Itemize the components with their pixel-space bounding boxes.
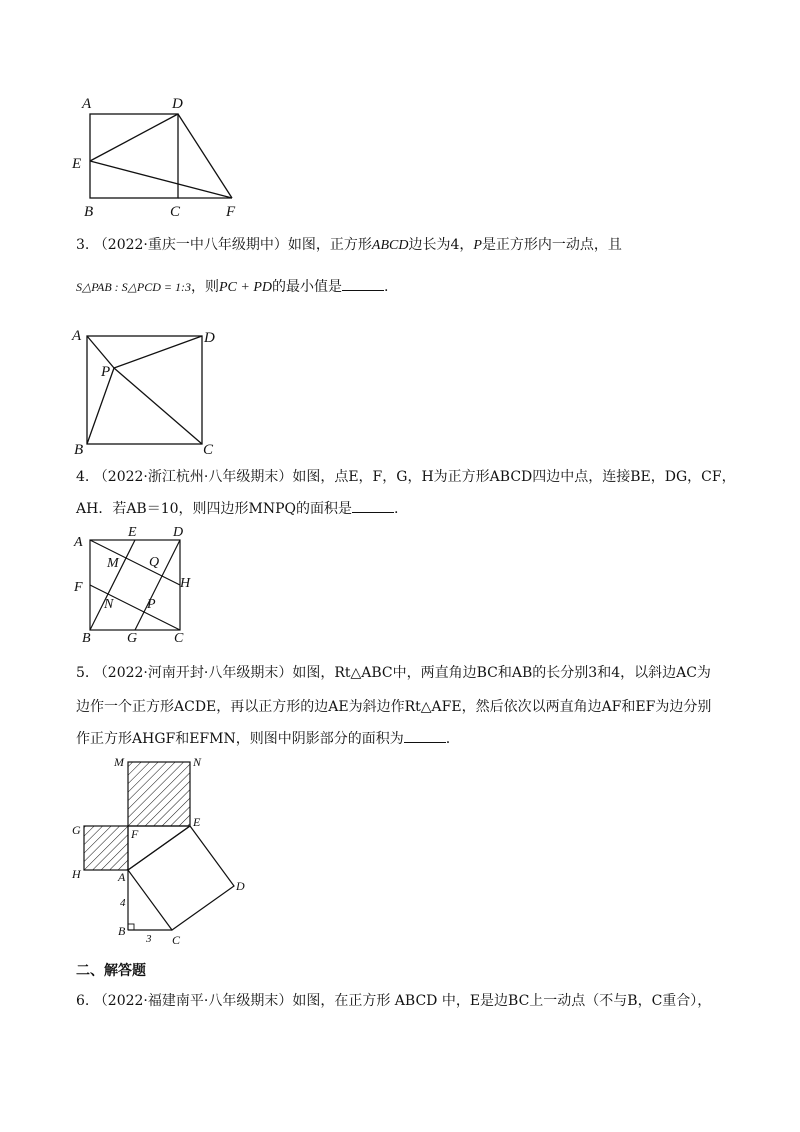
q3-line1 bbox=[76, 234, 622, 257]
label-e4: E bbox=[193, 815, 201, 829]
label-d: D bbox=[172, 96, 183, 112]
label-d4: D bbox=[236, 879, 245, 893]
label-n4: N bbox=[193, 755, 202, 769]
q3-ask: 的最小值是 bbox=[272, 279, 342, 295]
square-abcd-2 bbox=[87, 336, 202, 444]
q5-answer-blank bbox=[404, 728, 446, 743]
label-d2: D bbox=[204, 330, 215, 346]
label-c: C bbox=[170, 204, 181, 220]
q4-line2 bbox=[76, 498, 398, 520]
label-a4: A bbox=[118, 870, 126, 884]
label-length-3: 3 bbox=[146, 933, 152, 945]
q5-period: . bbox=[445, 731, 451, 747]
label-n3: N bbox=[104, 597, 114, 612]
label-d3: D bbox=[173, 525, 184, 540]
q4-period: . bbox=[394, 501, 399, 517]
label-m3: M bbox=[107, 556, 119, 571]
section-heading-answer-questions: 二、解答题 bbox=[76, 963, 146, 979]
label-p3: P bbox=[147, 597, 156, 612]
label-f3: F bbox=[74, 580, 83, 595]
q3-point-p: P bbox=[473, 238, 482, 253]
label-a2: A bbox=[72, 328, 82, 344]
q4-text: AH．若AB＝10，则四边形MNPQ的面积是 bbox=[76, 501, 353, 517]
label-a3: A bbox=[74, 535, 83, 550]
figure-1-square-abcd bbox=[70, 92, 250, 222]
segment-ef bbox=[90, 161, 232, 198]
q5-line2: 边作一个正方形ACDE，再以正方形的边AE为斜边作Rt△AFE，然后依次以两直角边AF和EF为边分别 bbox=[76, 699, 712, 715]
label-b4: B bbox=[118, 924, 126, 938]
q5-text: 作正方形AHGF和EFMN，则图中阴影部分的面积为 bbox=[76, 731, 404, 747]
label-f: F bbox=[226, 204, 236, 220]
label-m4: M bbox=[114, 755, 124, 769]
figure-4-pythagorean-squares bbox=[66, 752, 256, 952]
q3-then: ，则 bbox=[191, 279, 219, 295]
segment-be bbox=[90, 540, 135, 630]
q5-line3 bbox=[76, 728, 450, 750]
shaded-square-efmn bbox=[128, 762, 190, 826]
label-length-4: 4 bbox=[120, 897, 126, 909]
label-b: B bbox=[84, 204, 94, 220]
figure-2-square-with-point-p bbox=[70, 326, 220, 456]
square-abcd bbox=[90, 114, 178, 198]
label-b3: B bbox=[82, 631, 91, 646]
label-h3: H bbox=[180, 576, 191, 591]
label-c4: C bbox=[172, 933, 181, 947]
label-c3: C bbox=[174, 631, 184, 646]
q3-square-name: ABCD bbox=[371, 238, 409, 253]
segment-ah bbox=[90, 540, 180, 585]
q3-text-b: 边长为4， bbox=[408, 237, 474, 253]
figure-3-square-midpoints bbox=[70, 524, 200, 646]
q3-area-ratio-formula: S△PAB : S△PCD = 1:3 bbox=[76, 280, 191, 294]
q3-text-a: 3. （2022·重庆一中八年级期中）如图，正方形 bbox=[76, 237, 372, 253]
q6-line1: 6. （2022·福建南平·八年级期末）如图，在正方形 ABCD 中，E是边BC上一动点（不与B，C重合）， bbox=[76, 993, 712, 1009]
segment-pd bbox=[114, 336, 202, 368]
segment-ed bbox=[90, 114, 178, 161]
label-p2: P bbox=[101, 364, 111, 380]
label-q3: Q bbox=[149, 555, 160, 570]
q3-text-c: 是正方形内一动点，且 bbox=[481, 237, 622, 253]
q3-period: . bbox=[384, 279, 389, 295]
right-angle-mark bbox=[128, 924, 134, 930]
q3-line2 bbox=[76, 276, 388, 296]
q4-answer-blank bbox=[352, 498, 394, 513]
segment-pc bbox=[114, 368, 202, 444]
shaded-square-ahgf bbox=[84, 826, 128, 870]
square-abcd-3 bbox=[90, 540, 180, 630]
square-acde bbox=[128, 826, 234, 930]
label-e: E bbox=[72, 156, 82, 172]
label-e3: E bbox=[128, 525, 137, 540]
label-g3: G bbox=[127, 631, 138, 646]
label-h4: H bbox=[72, 867, 81, 881]
q3-answer-blank bbox=[342, 276, 384, 291]
label-a: A bbox=[82, 96, 92, 112]
q4-line1: 4. （2022·浙江杭州·八年级期末）如图，点E，F，G，H为正方形ABCD四边中点，连接BE，DG，CF， bbox=[76, 469, 736, 485]
label-b2: B bbox=[74, 442, 84, 458]
label-f4: F bbox=[131, 827, 139, 841]
q3-expression: PC + PD bbox=[219, 280, 272, 295]
label-g4: G bbox=[72, 823, 81, 837]
label-c2: C bbox=[203, 442, 214, 458]
q5-line1: 5. （2022·河南开封·八年级期末）如图，Rt△ABC中，两直角边BC和AB的长分别3和4，以斜边AC为 bbox=[76, 665, 711, 681]
segment-dg bbox=[135, 540, 180, 630]
